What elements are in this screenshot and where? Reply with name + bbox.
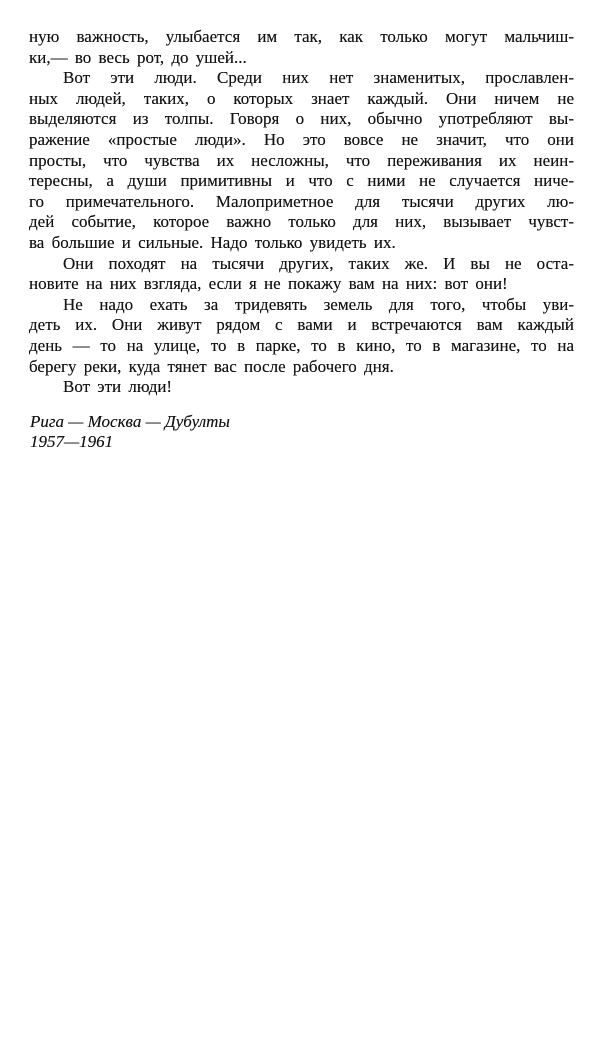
colophon-places: Рига — Москва — Дубулты (30, 412, 230, 431)
text-line: ва большие и сильные. Надо только увидеть их. (29, 232, 396, 252)
text-line: дей событие, которое важно только для них, вызывает чувст- (29, 212, 574, 232)
text-line: просты, что чувства их несложны, что переживания их неин- (29, 150, 574, 170)
text-line: ки,— во весь рот, до ушей... (29, 47, 247, 67)
text-line: Вот эти люди. Среди них нет знаменитых, прославлен- (63, 68, 574, 88)
text-line: берегу реки, куда тянет вас после рабочего дня. (29, 356, 394, 376)
text-line: Не надо ехать за тридевять земель для того, чтобы уви- (63, 294, 574, 314)
text-line: деть их. Они живут рядом с вами и встречаются вам каждый (29, 315, 574, 335)
text-line: го примечательного. Малоприметное для тысячи других лю- (29, 191, 574, 211)
text-line: Они походят на тысячи других, таких же. И вы не оста- (63, 253, 574, 273)
text-line: новите на них взгляда, если я не покажу вам на них: вот они! (29, 274, 508, 294)
text-line: выделяются из толпы. Говоря о них, обычно употребляют вы- (29, 109, 574, 129)
page-text (29, 27, 574, 398)
text-line: ражение «простые люди». Но это вовсе не значит, что они (29, 129, 574, 149)
text-line: тересны, а души примитивны и что с ними не случается ниче- (29, 171, 574, 191)
colophon (30, 412, 230, 452)
text-line: ных людей, таких, о которых знает каждый. Они ничем не (29, 88, 574, 108)
colophon-years: 1957—1961 (30, 432, 114, 451)
text-line: ную важность, улыбается им так, как только могут мальчиш- (29, 27, 574, 46)
text-line: Вот эти люди! (63, 377, 173, 397)
text-line: день — то на улице, то в парке, то в кино, то в магазине, то на (29, 335, 574, 355)
